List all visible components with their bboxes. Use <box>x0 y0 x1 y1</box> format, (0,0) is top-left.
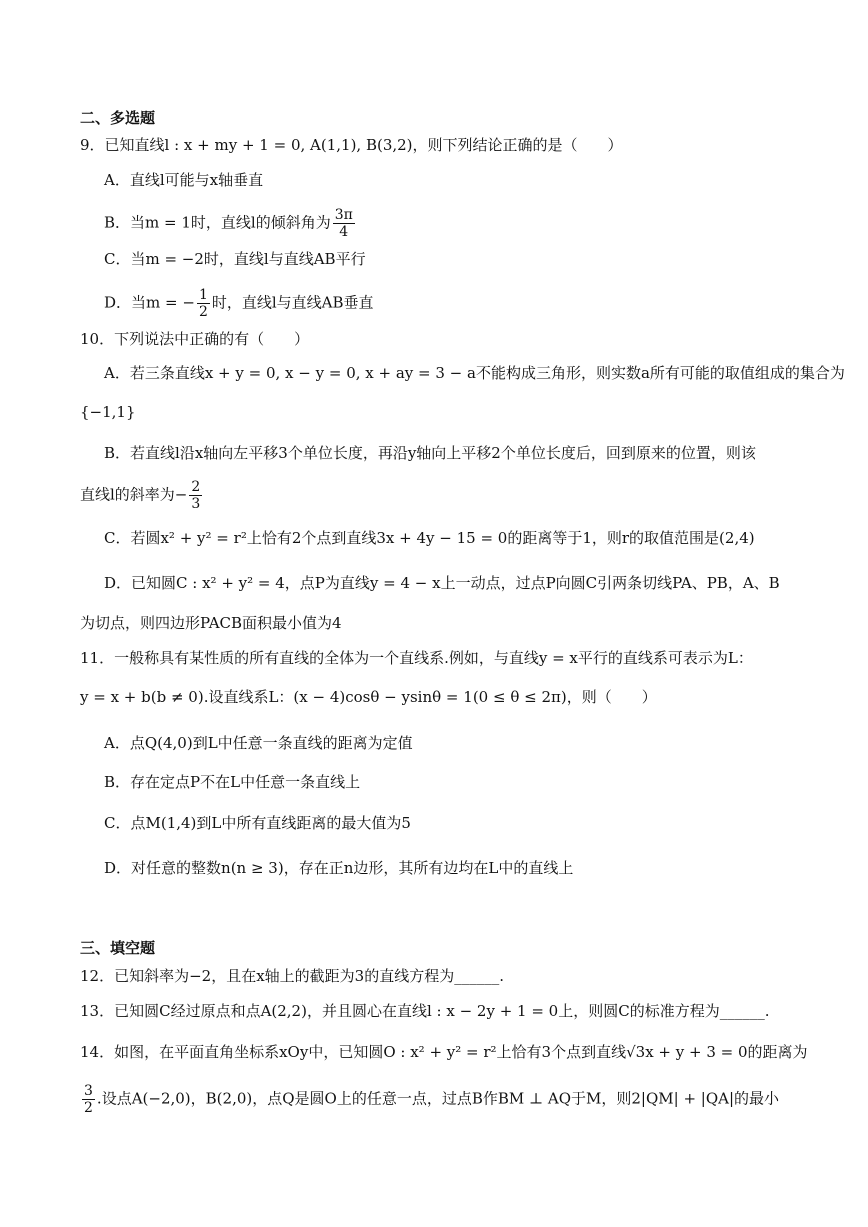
question-10-option-b-fraction <box>189 479 202 512</box>
question-10-option-b: B．若直线l沿x轴向左平移3个单位长度，再沿y轴向上平移2个单位长度后，回到原来的位置，则该 <box>104 444 756 462</box>
question-9-option-b-text: B．当m = 1时，直线l的倾斜角为 <box>104 213 331 232</box>
question-10-option-c: C．若圆x² + y² = r²上恰有2个点到直线3x + 4y − 15 = 0的距离等于1，则r的取值范围是(2,4) <box>104 529 755 547</box>
question-9-stem: 9．已知直线l : x + my + 1 = 0, A(1,1), B(3,2)，则下列结论正确的是（ ） <box>80 136 623 154</box>
question-10-stem: 10．下列说法中正确的有（ ） <box>80 330 310 348</box>
question-12: 12．已知斜率为−2，且在x轴上的截距为3的直线方程为______. <box>80 967 504 985</box>
question-13: 13．已知圆C经过原点和点A(2,2)，并且圆心在直线l : x − 2y + 1 = 0上，则圆C的标准方程为______. <box>80 1002 770 1020</box>
question-11-stem: 11．一般称具有某性质的所有直线的全体为一个直线系.例如，与直线y = x平行的直线系可表示为L： <box>80 649 753 667</box>
fraction-denominator: 3 <box>191 496 201 512</box>
section-title-multiple-choice: 二、多选题 <box>80 109 156 127</box>
question-9-option-c: C．当m = −2时，直线l与直线AB平行 <box>104 250 366 268</box>
question-9-option-d <box>104 287 374 320</box>
question-11-option-a: A．点Q(4,0)到L中任意一条直线的距离为定值 <box>104 734 413 752</box>
question-14-fraction <box>82 1083 95 1116</box>
question-9-option-b-fraction <box>333 207 355 240</box>
question-11-option-d: D．对任意的整数n(n ≥ 3)，存在正n边形，其所有边均在L中的直线上 <box>104 859 574 877</box>
question-10-option-d-continued: 为切点，则四边形PACB面积最小值为4 <box>80 614 342 632</box>
question-10-option-d: D．已知圆C : x² + y² = 4，点P为直线y = 4 − x上一动点，过点P向圆C引两条切线PA、PB，A、B <box>104 574 780 592</box>
question-11-option-c: C．点M(1,4)到L中所有直线距离的最大值为5 <box>104 814 411 832</box>
fraction-denominator: 2 <box>84 1100 93 1116</box>
question-9-option-a: A．直线l可能与x轴垂直 <box>104 171 264 189</box>
fraction-numerator: 3π <box>334 207 353 223</box>
question-10-option-b-continued <box>80 479 204 512</box>
question-9-option-b <box>104 207 357 240</box>
question-10-option-a: A．若三条直线x + y = 0, x − y = 0, x + ay = 3 − a不能构成三角形，则实数a所有可能的取值组成的集合为 <box>104 364 845 382</box>
question-11-stem-continued: y = x + b(b ≠ 0).设直线系L：(x − 4)cosθ − ysinθ = 1(0 ≤ θ ≤ 2π)，则（ ） <box>80 688 657 706</box>
question-14: 14．如图，在平面直角坐标系xOy中，已知圆O : x² + y² = r²上恰有3个点到直线√3x + y + 3 = 0的距离为 <box>80 1043 808 1061</box>
fraction-denominator: 4 <box>339 224 349 240</box>
question-10-option-b-text: 直线l的斜率为− <box>80 485 188 504</box>
question-14-text: .设点A(−2,0)，B(2,0)，点Q是圆O上的任意一点，过点B作BM ⊥ AQ于M，则2|QM| + |QA|的最小 <box>96 1089 780 1108</box>
fraction-numerator: 2 <box>191 479 201 495</box>
question-9-option-d-fraction <box>197 287 210 320</box>
question-11-option-b: B．存在定点P不在L中任意一条直线上 <box>104 773 361 791</box>
question-9-option-d-text: D．当m = − <box>104 293 195 312</box>
fraction-numerator: 1 <box>198 287 208 303</box>
fraction-denominator: 2 <box>198 304 208 320</box>
question-9-option-d-text-end: 时，直线l与直线AB垂直 <box>211 293 374 312</box>
question-10-option-a-continued: {−1,1} <box>80 403 136 421</box>
fraction-numerator: 3 <box>84 1083 93 1099</box>
section-title-fill-in-blank: 三、填空题 <box>80 939 156 957</box>
question-14-continued <box>80 1083 779 1116</box>
